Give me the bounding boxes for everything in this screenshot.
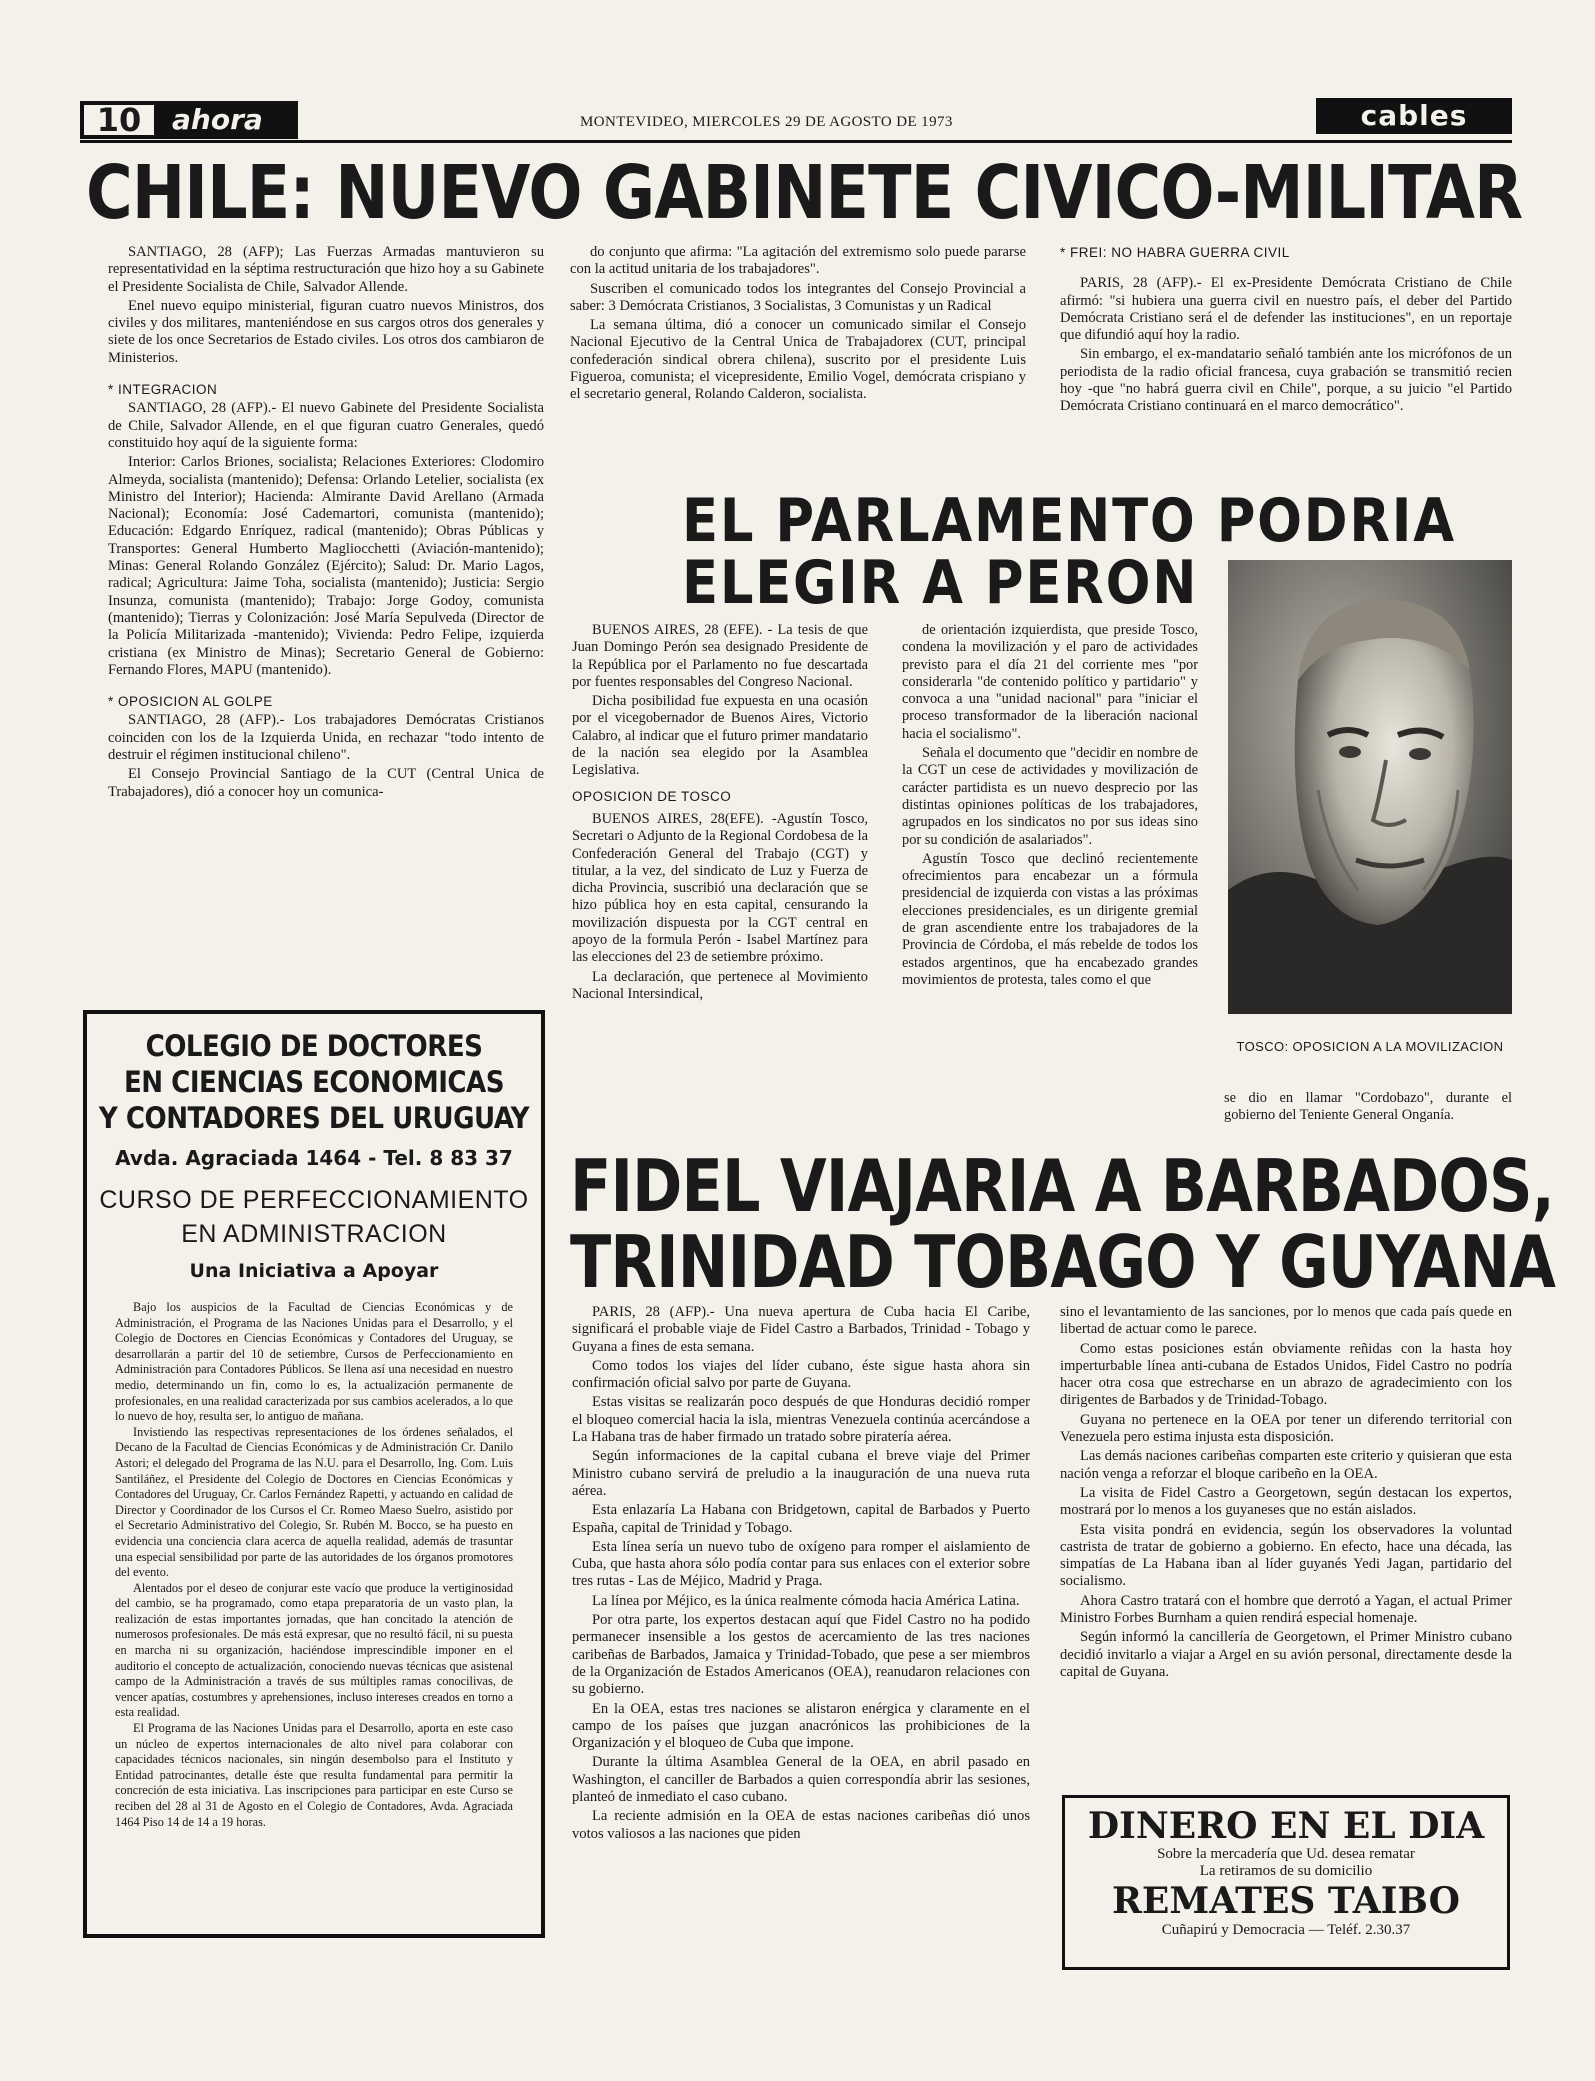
story1-paragraph: SANTIAGO, 28 (AFP); Las Fuerzas Armadas mantuvieron su representatividad en la séptima restructuración que hizo hoy a su Gabinete el Presidente Socialista de Chile, Salvador Allende. (108, 244, 544, 295)
ad-text: Sobre la mercadería que Ud. desea rematar (1157, 1846, 1415, 1862)
ad-paragraph: El Programa de las Naciones Unidas para el Desarrollo, aporta en este caso un núcleo de expertos internacionales de alto nivel para colaborar con capacidades técnicos nacionales, sin ningún desembolso para el Instituto y Entidad patrocinantes, detalle éste que resulta fundamental para permitir la concreción de esta iniciativa. Las inscripciones para participar en este Curso se reciben del 28 al 31 de Agosto en el Colegio de Contadores, Avda. Agraciada 1464 Piso 14 de 14 a 19 horas. (115, 1721, 513, 1829)
story3-paragraph: Durante la última Asamblea General de la OEA, en abril pasado en Washington, el canciller de Barbados a quien correspondía abrir las sesiones, planteó de inmediato el caso cubano. (572, 1754, 1030, 1806)
story2-paragraph: Señala el documento que "decidir en nombre de la CGT un cese de actividades y movilización de carácter partidista es un nuevo desprecio por las distintas opiniones políticas de los trabajadores, agrupados en los sindicatos no por sus ideas sino por su condición de asalariados". (902, 745, 1198, 848)
story1-paragraph: Enel nuevo equipo ministerial, figuran cuatro nuevos Ministros, dos civiles y dos militares, manteniéndose en sus cargos otros dos generales y siete de los once Secretarios de Estado civiles. Los otros dos cambiaron de Ministerios. (108, 297, 544, 366)
story1-subhead: * INTEGRACION (108, 382, 218, 398)
story3-column-2 (1060, 1304, 1512, 1784)
page-number: 10 (80, 101, 158, 139)
colegio-advertisement (83, 1010, 545, 1938)
ad-title-line: COLEGIO DE DOCTORES (145, 1029, 483, 1063)
story1-paragraph: La semana última, dió a conocer un comunicado similar el Consejo Nacional Ejecutivo de la Central Unica de Trabajadorex (CUT, principal confederación sindical obrera chilena), suscrito por el presidente Luis Figueroa, comunista; el vicepresidente, Emilio Vogel, demócrata crispiano y el secretario general, Rolando Calderon, socialista. (570, 317, 1026, 403)
story2-paragraph: BUENOS AIRES, 28(EFE). -Agustín Tosco, Secretari o Adjunto de la Regional Cordobesa de la Confederación General del Trabajo (CGT) y titular, a la vez, del sindicato de Luz y Fuerza de dicha Provincia, suscribió una declaración que se hizo pública hoy en esta capital, censurando la movilización dispuesta por la CGT central en apoyo de la formula Perón - Isabel Martínez para las elecciones del 23 de setiembre próximo. (572, 810, 868, 966)
ad-address: Avda. Agraciada 1464 - Tel. 8 83 37 (115, 1146, 513, 1170)
story3-paragraph: La línea por Méjico, es la única realmente cómoda hacia América Latina. (592, 1592, 1020, 1609)
story3-paragraph: Las demás naciones caribeñas comparten este criterio y quisieran que esta nación venga a reforzar el bloque caribeño en la OEA. (1060, 1448, 1512, 1482)
story1-paragraph: SANTIAGO, 28 (AFP).- El nuevo Gabinete del Presidente Socialista de Chile, Salvador Allende, en el que figuran cuatro Generales, quedó constituido hoy aquí de la siguiente forma: (108, 400, 544, 451)
masthead-rule (80, 140, 1512, 143)
story3-paragraph: sino el levantamiento de las sanciones, por lo menos que cada país quede en libertad de actuar como le parece. (1060, 1304, 1512, 1338)
story3-paragraph: Por otra parte, los expertos destacan aquí que Fidel Castro no ha podido permanecer insensible a los gestos de acercamiento de las tres naciones caribeñas de Barbados, Jamaica y Trinidad-Tobado, que pese a ser miembros de la Organización de Estados Americanos (OEA), reanudaron relaciones con su gobierno. (572, 1612, 1030, 1698)
story2-paragraph: Dicha posibilidad fue expuesta en una ocasión por el vicegobernador de Buenos Aires, Victorio Calabro, al indicar que el futuro primer mandatario de la nación sea elegido por la Asamblea Legislativa. (572, 693, 868, 779)
story1-subhead: * OPOSICION AL GOLPE (108, 694, 273, 710)
ad-title-line: Y CONTADORES DEL URUGUAY (98, 1101, 530, 1135)
story2-paragraph: BUENOS AIRES, 28 (EFE). - La tesis de que Juan Domingo Perón sea designado Presidente de la República por el Parlamento no fue descartada por fuentes responsables del Congreso Nacional. (572, 622, 868, 690)
ad-text: La retiramos de su domicilio (1199, 1863, 1373, 1879)
tosco-photo (1228, 560, 1512, 1014)
ad-course-title: EN ADMINISTRACION (181, 1220, 447, 1248)
story2-column-2 (902, 622, 1198, 1142)
story3-paragraph: Como todos los viajes del líder cubano, éste sigue hasta ahora sin confirmación oficial salvo por parte de Guyana. (572, 1357, 1030, 1392)
photo-caption: TOSCO: OPOSICION A LA MOVILIZACION (1236, 1039, 1504, 1054)
story3-paragraph: Según informó la cancillería de Georgetown, el Primer Ministro cubano decidió invitarlo a viajar a Argel en su avión personal, directamente desde la capital de Guyana. (1060, 1629, 1512, 1680)
story2-paragraph: se dio en llamar "Cordobazo", durante el gobierno del Teniente General Onganía. (1224, 1090, 1512, 1124)
story3-paragraph: Ahora Castro tratará con el hombre que derrotó a Yagan, el actual Primer Ministro Forbes Burnham a quien rendirá especial homenaje. (1060, 1592, 1512, 1627)
story3-paragraph: Esta enlazaría La Habana con Bridgetown, capital de Barbados y Puerto España, capital de Trinidad y Tobago. (572, 1502, 1030, 1536)
ad-body (87, 1300, 541, 1830)
story2-subhead: OPOSICION DE TOSCO (572, 788, 732, 804)
ad-brand: REMATES TAIBO (1112, 1880, 1460, 1922)
story3-column-1 (572, 1304, 1030, 2014)
story1-paragraph: Interior: Carlos Briones, socialista; Relaciones Exteriores: Clodomiro Almeyda, socialista (mantenido); Defensa: Orlando Letelier, socialista (ex Ministro del Interior); Hacienda: Almirante David Arellano (Armada Nacional); Economía: José Cademartori, comunista (mantenido); Educación: Edgardo Enríquez, radical (mantenido); Obras Públicas y Transportes: General Humberto Magliocchetti (Aviación-mantenido); Minas: General Rolando González (Ejército); Salud: Dr. Mario Lagos, radical; Agricultura: Jaime Toha, socialista (mantenido); Justicia: Sergio Insunza, comunista (mantenido); Trabajo: Jorge Godoy, comunista (mantenido); Tierras y Colonización: José María Sepulveda (Director de la Policía Militarizada -mantenido); Vivienda: Pedro Felipe, izquierda cristiana (ex Ministro de Minas); Secretario General de Gobierno: Fernando Flores, MAPU (mantenido). (108, 454, 544, 678)
story3-paragraph: Guyana no pertenece en la OEA por tener un diferendo territorial con Venezuela pero estima injusta esta disposición. (1060, 1411, 1512, 1446)
ad-title-line: EN CIENCIAS ECONOMICAS (123, 1065, 505, 1099)
story1-column-1 (108, 244, 544, 996)
story3-paragraph: PARIS, 28 (AFP).- Una nueva apertura de Cuba hacia El Caribe, significará el probable viaje de Fidel Castro a Barbados, Trinidad - Tobago y Guyana a fines de esta semana. (572, 1304, 1030, 1355)
paper-name-logo: ahora (158, 101, 298, 139)
ad-tagline: Una Iniciativa a Apoyar (189, 1260, 439, 1282)
story1-headline: CHILE: NUEVO GABINETE CIVICO-MILITAR (86, 150, 1523, 236)
story1-paragraph: do conjunto que afirma: "La agitación del extremismo solo puede pararse con la actitud unitaria de los trabajadores". (570, 244, 1026, 278)
ad-course-title: CURSO DE PERFECCIONAMIENTO (99, 1186, 529, 1214)
story1-paragraph: Sin embargo, el ex-mandatario señaló también ante los micrófonos de un periodista de la radio oficial francesa, cuya grabación se transmitió recien hoy -que "no habrá guerra civil en Chile", porque, a su juicio "el Partido Demócrata Cristiano continuará en el marco democrático". (1060, 346, 1512, 415)
story2-column-3-tail (1224, 1090, 1512, 1144)
story2-column-1 (572, 622, 868, 1142)
remates-advertisement (1062, 1795, 1510, 1970)
ad-headline: DINERO EN EL DIA (1087, 1805, 1485, 1847)
story2-headline-line2: ELEGIR A PERON (682, 548, 1199, 618)
story1-paragraph: SANTIAGO, 28 (AFP).- Los trabajadores Demócratas Cristianos coinciden con los de la Izquierda Unida, en rechazar "todo intento de destruir el régimen institucional chileno". (108, 712, 544, 764)
ad-paragraph: Bajo los auspicios de la Facultad de Ciencias Económicas y de Administración, el Programa de las Naciones Unidas para el Desarrollo, y el Colegio de Doctores en Ciencias Económicas y Contadores del Uruguay, se desarrollarán a partir del 10 de setiembre, Cursos de Perfeccionamiento en Administración para Contadores Públicos. Se llena así una necesidad en nuestro medio, determinando un fin, como lo es, la actualización permanente de profesionales, en una realidad caracterizada por sus cambios acelerados, a lo que lo nuevo de hoy, resulta ser, lo antiguo de mañana. (115, 1300, 513, 1424)
story3-paragraph: Según informaciones de la capital cubana el breve viaje del Primer Ministro cubano servirá de preludio a la inauguración de una nueva ruta aérea. (572, 1448, 1030, 1499)
story3-paragraph: Esta línea sería un nuevo tubo de oxígeno para romper el aislamiento de Cuba, que hasta ahora sólo podía contar para sus enlaces con el exterior sobre tres rutas - Las de Méjico, Madrid y Praga. (572, 1538, 1030, 1590)
story3-paragraph: Esta visita pondrá en evidencia, según los observadores la voluntad castrista de tratar de gobierno a gobierno. En efecto, hace una década, las simpatías de La Habana iban al líder guyanés Yedi Jagan, partidario del socialismo. (1060, 1521, 1512, 1590)
story2-headline-line1: EL PARLAMENTO PODRIA (682, 486, 1456, 556)
dateline: MONTEVIDEO, MIERCOLES 29 DE AGOSTO DE 1973 (580, 114, 953, 130)
story1-paragraph: PARIS, 28 (AFP).- El ex-Presidente Demócrata Cristiano de Chile afirmó: "si hubiera una guerra civil en nuestro país, el deber del Partido Demócrata Cristiano será el de defender las instituciones", en un reportaje que difundió aquí hoy la radio. (1060, 275, 1512, 344)
tosco-portrait-image (1228, 560, 1512, 1014)
story1-column-2 (570, 244, 1026, 484)
story1-subhead: * FREI: NO HABRA GUERRA CIVIL (1060, 245, 1290, 260)
ad-paragraph: Alentados por el deseo de conjurar este vacío que produce la vertiginosidad del cambio, se ha programado, como etapa preparatoria de un vasto plan, la realización de estas importantes jornadas, que han concitado la atención de numerosos profesionales. De más está expresar, que no resultó fácil, ni su puesta en marcha ni su organización, haciéndose imprescindible imponer en el auditorio el concepto de actualización, conociendo nuevas técnicas que asistenal campo de la Administración a través de sus múltiples ramas conocilivas, de vencer apatías, costumbres y aprehensiones, incluso intereses creados en torno a esta realidad. (115, 1580, 513, 1720)
story3-headline-line1: FIDEL VIAJARIA A BARBADOS, (570, 1144, 1554, 1228)
story2-paragraph: La declaración, que pertenece al Movimiento Nacional Intersindical, (572, 968, 868, 1002)
story3-paragraph: La visita de Fidel Castro a Georgetown, según destacan los expertos, mostrará por lo menos a los guyaneses que no están aislados. (1060, 1484, 1512, 1519)
section-label: cables (1316, 98, 1512, 134)
story3-paragraph: Como estas posiciones están obviamente reñidas con la hasta hoy imperturbable línea anti-cubana de Estados Unidos, Fidel Castro no podría hacer otra cosa que estrecharse en un abrazo de agradecimiento con los dirigentes de Barbados y de Trinidad-Tobago. (1060, 1340, 1512, 1409)
story3-paragraph: En la OEA, estas tres naciones se alistaron enérgica y claramente en el campo de los países que juzgan anacrónicos las prohibiciones de la Organización y el bloqueo de Cuba que impone. (572, 1700, 1030, 1752)
story2-paragraph: Agustín Tosco que declinó recientemente ofrecimientos para encabezar un a fórmula presidencial de izquierda con vistas a las próximas elecciones presidenciales, es un dirigente gremial de gran ascendiente entre los trabajadores de la Provincia de Córdoba, el más rebelde de todos los estados argentinos, que ha encabezado grandes movimientos de protesta, tales como el que (902, 850, 1198, 988)
ad-paragraph: Invistiendo las respectivas representaciones de los órdenes señalados, el Decano de la Facultad de Ciencias Económicas y de Administración Cr. Danilo Astori; el delegado del Programa de las N.U. para el Desarrollo, Ing. Com. Luis Santiláñez, el Presidente del Colegio de Doctores en Ciencias Económicas y Contadores del Uruguay, Cr. Carlos Fernández Rapetti, y actuando en calidad de Director y Coordinador de los Cursos el Cr. Romeo Maeso Suelro, asistido por el Secretario Administrativo del Colegio, Sr. Rubén M. Bocco, se ha puesto en evidencia una conciencia clara acerca de aquella realidad, además de trasuntar una especial sensibilidad por parte de las autoridades de los órganos promotores del evento. (115, 1424, 513, 1580)
story1-column-3 (1060, 244, 1512, 484)
story2-paragraph: de orientación izquierdista, que preside Tosco, condena la movilización y el paro de actividades previsto para el día 21 del corriente mes "por considerarla "de contenido político y partidario" y convoca a una "unidad nacional" para "iniciar el proceso transformador de la liberación nacional hacia el socialismo". (902, 622, 1198, 742)
story1-paragraph: El Consejo Provincial Santiago de la CUT (Central Unica de Trabajadores), dió a conocer hoy un comunica- (108, 766, 544, 800)
story3-paragraph: La reciente admisión en la OEA de estas naciones caribeñas dió unos votos valiosos a las naciones que piden (572, 1808, 1030, 1842)
story3-headline-line2: TRINIDAD TOBAGO Y GUYANA (570, 1220, 1556, 1304)
story1-paragraph: Suscriben el comunicado todos los integrantes del Consejo Provincial a saber: 3 Demócrata Cristianos, 3 Socialistas, 3 Comunistas y un Radical (570, 280, 1026, 314)
ad-contact: Cuñapirú y Democracia — Teléf. 2.30.37 (1161, 1922, 1411, 1938)
story3-paragraph: Estas visitas se realizarán poco después de que Honduras decidió romper el bloqueo comercial hacia la isla, mientras Venezuela continúa acercándose a La Habana tras de haber firmado un tratado sobre piratería aérea. (572, 1394, 1030, 1446)
